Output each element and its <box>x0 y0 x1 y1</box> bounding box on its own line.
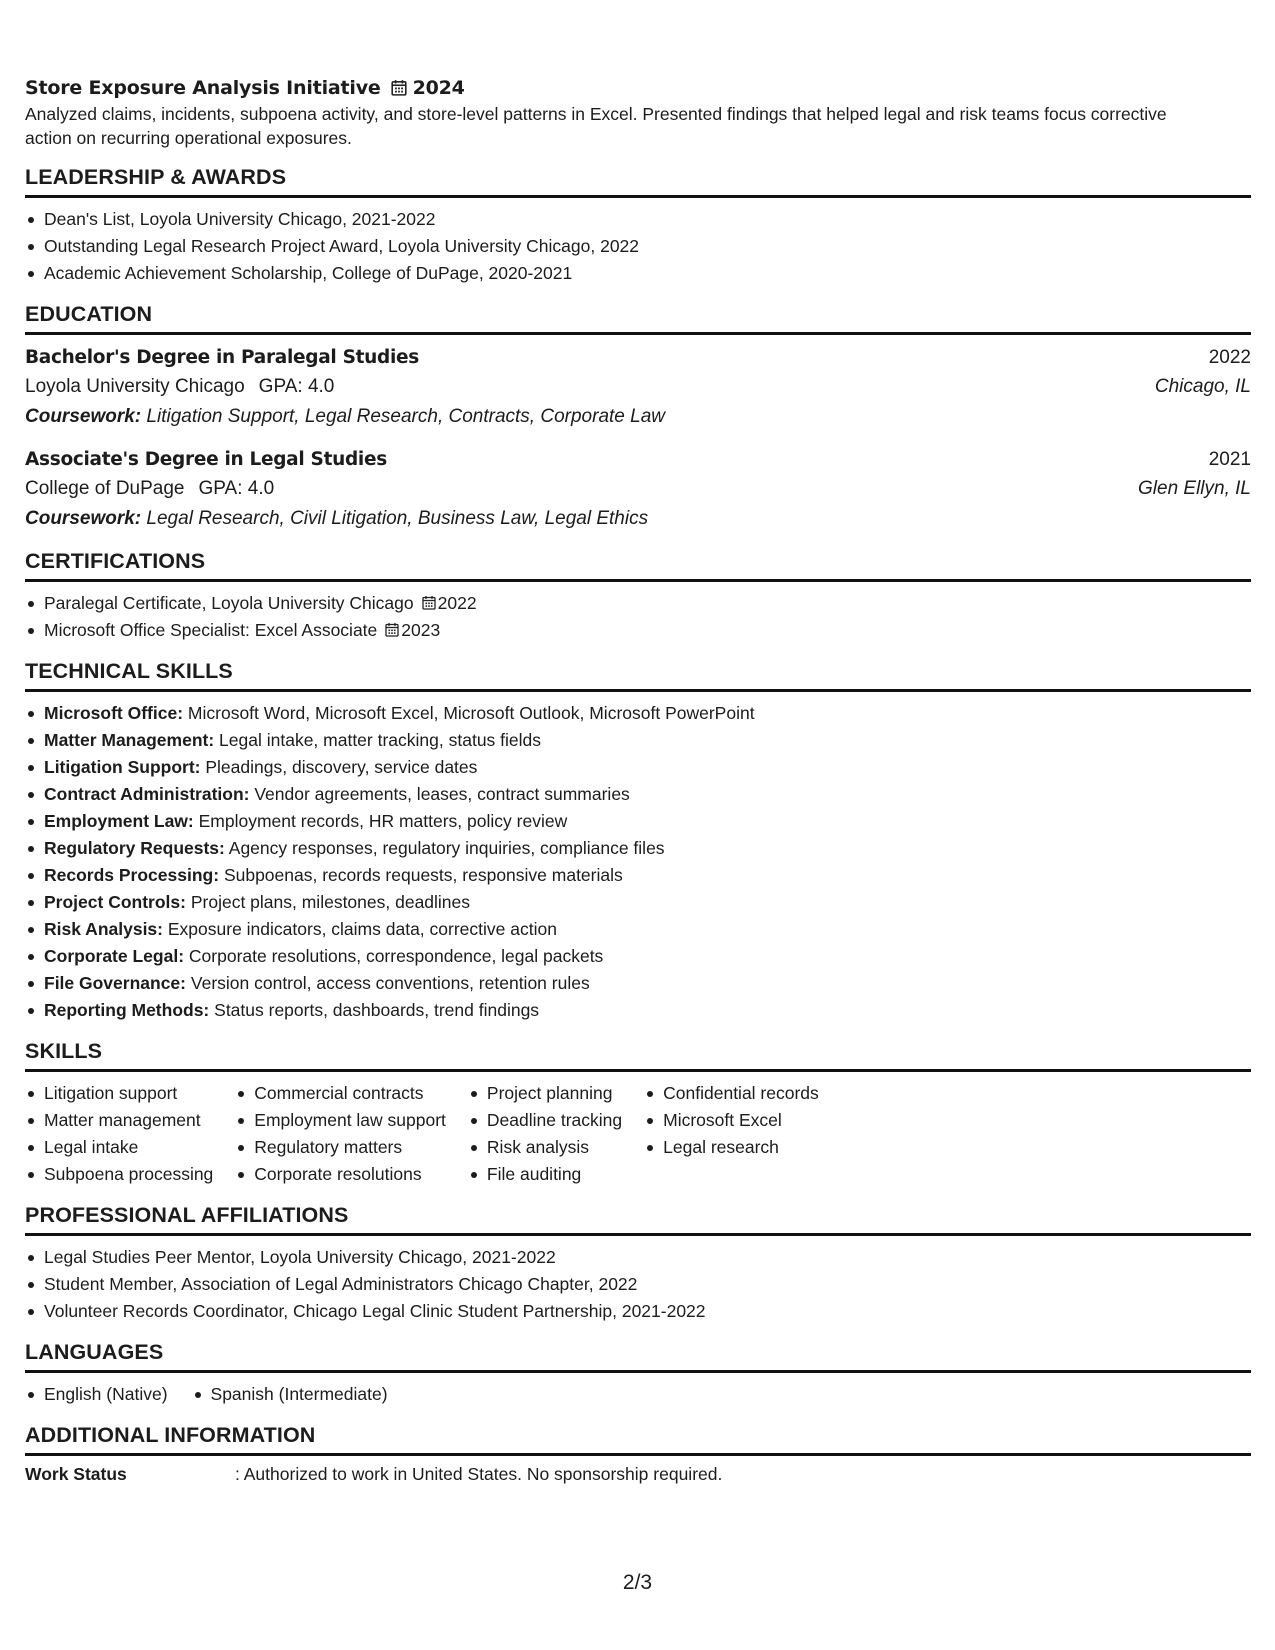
list-item <box>25 754 1251 781</box>
school-location: Chicago, IL <box>1154 376 1251 397</box>
skill-text: Microsoft Word, Microsoft Excel, Microsoft Outlook, Microsoft PowerPoint <box>187 703 755 723</box>
education-entry <box>25 343 1251 432</box>
list-item: Dean's List, Loyola University Chicago, 2021-2022 <box>25 206 1251 233</box>
skill-label: Reporting Methods: <box>44 1000 210 1020</box>
list-item: Employment law support <box>235 1107 446 1134</box>
list-item: English (Native) <box>25 1381 168 1408</box>
list-item <box>25 781 1251 808</box>
degree-year: 2022 <box>1208 347 1251 368</box>
degree-title: Associate's Degree in Legal Studies <box>25 449 387 470</box>
certifications-heading: CERTIFICATIONS <box>25 548 1251 582</box>
page-number: 2/3 <box>622 1571 653 1594</box>
school-location: Glen Ellyn, IL <box>1138 478 1251 499</box>
list-item <box>25 727 1251 754</box>
technical-skills-heading: TECHNICAL SKILLS <box>25 658 1251 692</box>
school-name: College of DuPage <box>25 478 185 499</box>
languages-row <box>25 1381 1251 1408</box>
work-status-row <box>25 1461 1251 1488</box>
work-status-label: Work Status <box>25 1464 127 1484</box>
coursework-list: Litigation Support, Legal Research, Contracts, Corporate Law <box>146 406 665 427</box>
education-heading: EDUCATION <box>25 301 1251 335</box>
skill-label: Corporate Legal: <box>44 946 185 966</box>
languages-heading: LANGUAGES <box>25 1339 1251 1373</box>
cert-year: 2022 <box>437 593 477 613</box>
skill-text: Corporate resolutions, correspondence, legal packets <box>188 946 604 966</box>
list-item: Academic Achievement Scholarship, College of DuPage, 2020-2021 <box>25 260 1251 287</box>
skill-label: Employment Law: <box>44 811 194 831</box>
skill-label: File Governance: <box>44 973 186 993</box>
list-item: Litigation support <box>25 1080 213 1107</box>
cert-year: 2023 <box>401 620 441 640</box>
list-item <box>25 889 1251 916</box>
list-item: Spanish (Intermediate) <box>192 1381 388 1408</box>
calendar-icon <box>385 622 399 637</box>
degree-title: Bachelor's Degree in Paralegal Studies <box>25 347 419 368</box>
list-item: Commercial contracts <box>235 1080 446 1107</box>
skill-label: Litigation Support: <box>44 757 201 777</box>
list-item: Student Member, Association of Legal Administrators Chicago Chapter, 2022 <box>25 1271 1251 1298</box>
cert-name: Paralegal Certificate, Loyola University Chicago <box>44 593 414 613</box>
skills-grid <box>25 1080 1251 1188</box>
degree-year: 2021 <box>1208 449 1251 470</box>
skill-text: Vendor agreements, leases, contract summaries <box>254 784 630 804</box>
skill-label: Microsoft Office: <box>44 703 184 723</box>
gpa: GPA: 4.0 <box>258 376 335 397</box>
project-title-row <box>25 76 1251 100</box>
technical-skills-list <box>25 700 1251 1024</box>
education-entry <box>25 445 1251 534</box>
list-item: Deadline tracking <box>468 1107 622 1134</box>
skill-text: Pleadings, discovery, service dates <box>205 757 478 777</box>
coursework <box>25 402 1251 432</box>
skills-heading: SKILLS <box>25 1038 1251 1072</box>
skill-label: Risk Analysis: <box>44 919 163 939</box>
coursework-label: Coursework: <box>25 406 142 427</box>
calendar-icon <box>391 79 407 96</box>
list-item <box>25 808 1251 835</box>
skill-label: Matter Management: <box>44 730 215 750</box>
work-status-value: : Authorized to work in United States. No sponsorship required. <box>235 1464 723 1484</box>
skill-label: Contract Administration: <box>44 784 250 804</box>
project-block <box>25 76 1251 150</box>
list-item <box>25 943 1251 970</box>
coursework-list: Legal Research, Civil Litigation, Business Law, Legal Ethics <box>146 508 649 529</box>
list-item: Legal Studies Peer Mentor, Loyola University Chicago, 2021-2022 <box>25 1244 1251 1271</box>
list-item <box>25 590 1251 617</box>
list-item <box>25 835 1251 862</box>
skill-label: Records Processing: <box>44 865 220 885</box>
leadership-heading: LEADERSHIP & AWARDS <box>25 164 1251 198</box>
affiliations-list <box>25 1244 1251 1325</box>
list-item: Microsoft Excel <box>644 1107 819 1134</box>
list-item: Regulatory matters <box>235 1134 446 1161</box>
leadership-list <box>25 206 1251 287</box>
affiliations-heading: PROFESSIONAL AFFILIATIONS <box>25 1202 1251 1236</box>
skill-text: Project plans, milestones, deadlines <box>190 892 471 912</box>
skill-text: Legal intake, matter tracking, status fields <box>219 730 542 750</box>
project-title: Store Exposure Analysis Initiative <box>25 77 381 99</box>
skill-text: Subpoenas, records requests, responsive materials <box>223 865 623 885</box>
cert-name: Microsoft Office Specialist: Excel Associate <box>44 620 378 640</box>
project-year: 2024 <box>412 77 465 99</box>
additional-heading: ADDITIONAL INFORMATION <box>25 1422 1251 1456</box>
skill-text: Status reports, dashboards, trend findings <box>214 1000 540 1020</box>
skills-column <box>235 1080 446 1188</box>
skill-label: Project Controls: <box>44 892 186 912</box>
list-item: Subpoena processing <box>25 1161 213 1188</box>
coursework <box>25 504 1251 534</box>
school-name: Loyola University Chicago <box>25 376 245 397</box>
skills-column <box>468 1080 622 1188</box>
list-item <box>25 617 1251 644</box>
list-item <box>25 970 1251 997</box>
resume-page <box>25 70 1251 1488</box>
coursework-label: Coursework: <box>25 508 142 529</box>
list-item <box>25 700 1251 727</box>
list-item: Risk analysis <box>468 1134 622 1161</box>
list-item: File auditing <box>468 1161 622 1188</box>
list-item: Corporate resolutions <box>235 1161 446 1188</box>
list-item: Project planning <box>468 1080 622 1107</box>
list-item: Legal intake <box>25 1134 213 1161</box>
list-item: Outstanding Legal Research Project Award, Loyola University Chicago, 2022 <box>25 233 1251 260</box>
skill-label: Regulatory Requests: <box>44 838 225 858</box>
list-item <box>25 862 1251 889</box>
skills-column <box>25 1080 213 1188</box>
skill-text: Agency responses, regulatory inquiries, compliance files <box>228 838 665 858</box>
list-item <box>25 916 1251 943</box>
gpa: GPA: 4.0 <box>198 478 275 499</box>
list-item: Matter management <box>25 1107 213 1134</box>
skills-column <box>644 1080 819 1188</box>
calendar-icon <box>422 595 436 610</box>
certifications-list <box>25 590 1251 644</box>
list-item: Volunteer Records Coordinator, Chicago Legal Clinic Student Partnership, 2021-2022 <box>25 1298 1251 1325</box>
list-item: Confidential records <box>644 1080 819 1107</box>
project-description: Analyzed claims, incidents, subpoena activity, and store-level patterns in Excel. Presented findings that helped legal and risk teams focus corrective action on recurring operational exposures. <box>25 104 1167 148</box>
list-item <box>25 997 1251 1024</box>
skill-text: Exposure indicators, claims data, corrective action <box>167 919 557 939</box>
list-item: Legal research <box>644 1134 819 1161</box>
skill-text: Employment records, HR matters, policy review <box>198 811 568 831</box>
skill-text: Version control, access conventions, retention rules <box>190 973 590 993</box>
